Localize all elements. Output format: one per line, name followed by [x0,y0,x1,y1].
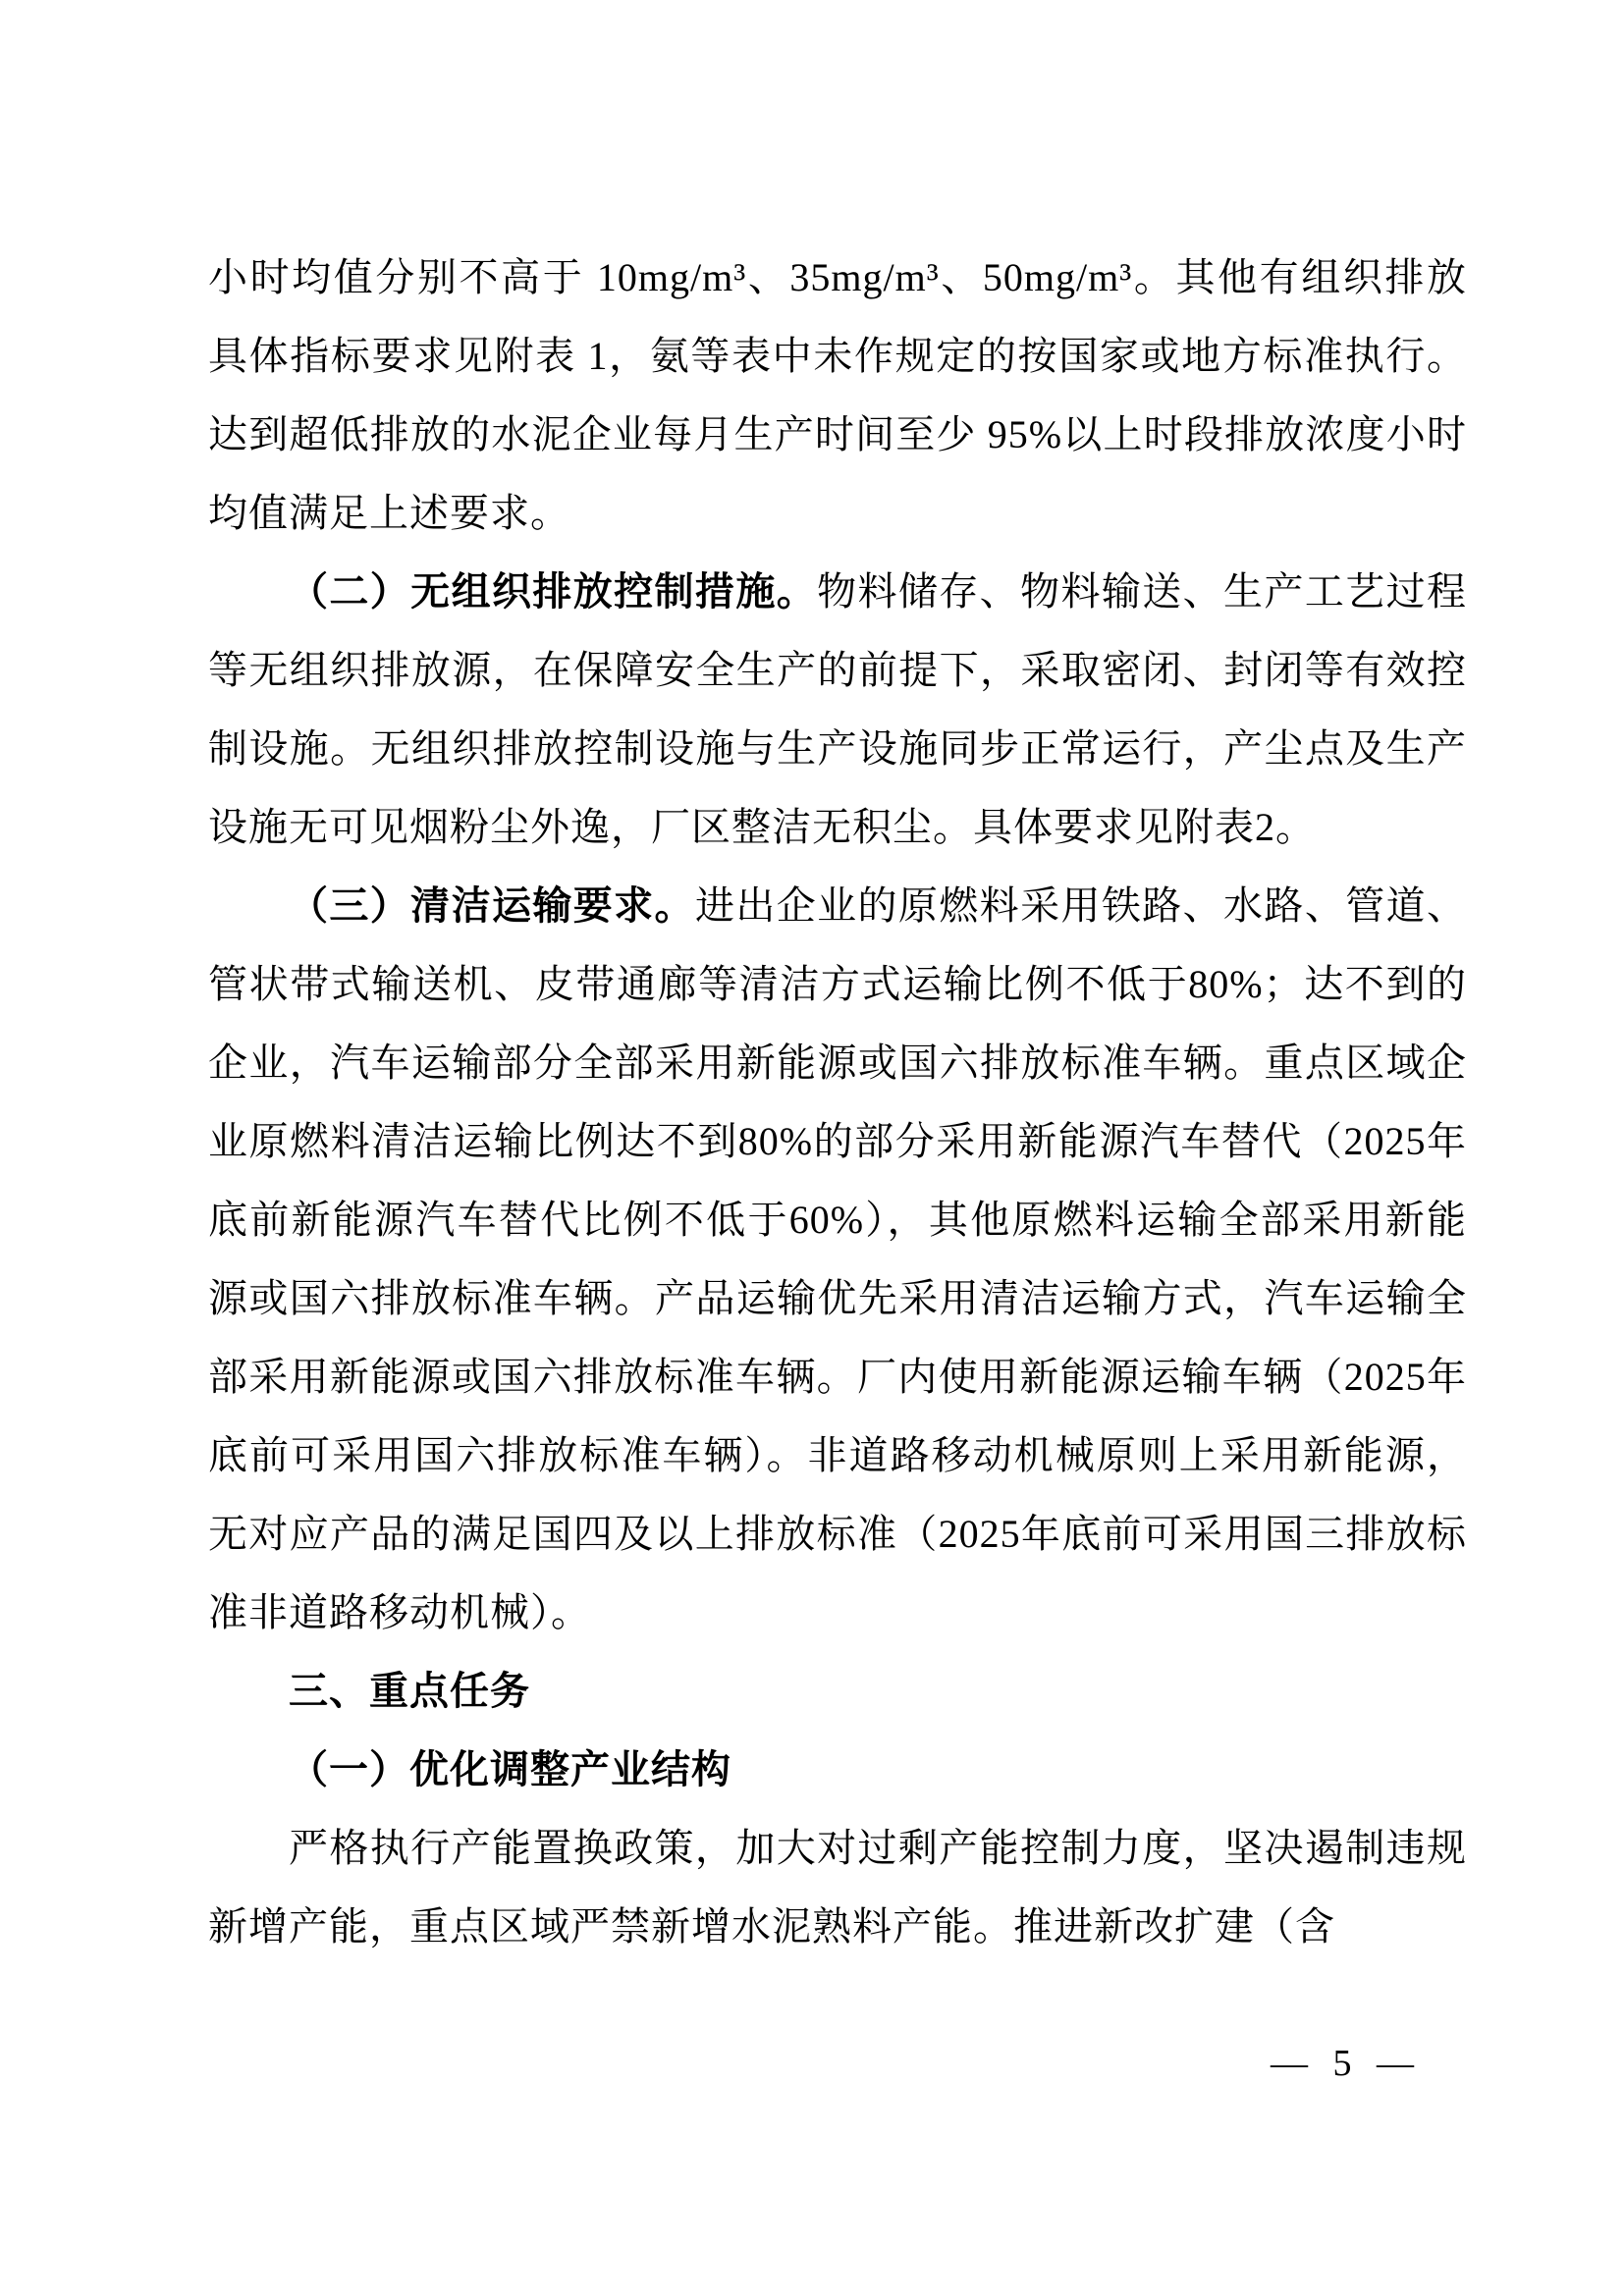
paragraph-emission-limit-values [208,239,1467,553]
document-body [208,239,1467,1966]
paragraph-fugitive-emission-controls [208,553,1467,867]
paragraph-text: 小时均值分别不高于 10mg/m³、35mg/m³、50mg/m³。其他有组织排放具体指标要求见附表 1，氨等表中未作规定的按国家或地方标准执行。达到超低排放的水泥企业每月生产时间至少 95%以上时段排放浓度小时均值满足上述要求。 [208,255,1467,535]
paragraph-lead-label: （三）清洁运输要求。 [289,883,695,928]
paragraph-capacity-replacement-policy [208,1809,1467,1966]
subsection-heading-industrial-structure: （一）优化调整产业结构 [289,1747,731,1791]
paragraph-text: 物料储存、物料输送、生产工艺过程等无组织排放源，在保障安全生产的前提下，采取密闭、封闭等有效控制设施。无组织排放控制设施与生产设施同步正常运行，产尘点及生产设施无可见烟粉尘外逸，厂区整洁无积尘。具体要求见附表2。 [208,569,1468,849]
paragraph-text: 进出企业的原燃料采用铁路、水路、管道、管状带式输送机、皮带通廊等清洁方式运输比例不低于80%；达不到的企业，汽车运输部分全部采用新能源或国六排放标准车辆。重点区域企业原燃料清洁运输比例达不到80%的部分采用新能源汽车替代（2025年底前新能源汽车替代比例不低于60%），其他原燃料运输全部采用新能源或国六排放标准车辆。产品运输优先采用清洁运输方式，汽车运输全部采用新能源或国六排放标准车辆。厂内使用新能源运输车辆（2025年底前可采用国六排放标准车辆）。非道路移动机械原则上采用新能源，无对应产品的满足国四及以上排放标准（2025年底前可采用国三排放标准非道路移动机械）。 [208,883,1468,1634]
paragraph-text: 严格执行产能置换政策，加大对过剩产能控制力度，坚决遏制违规新增产能，重点区域严禁新增水泥熟料产能。推进新改扩建（含 [208,1826,1467,1949]
page-number: — 5 — [1271,2043,1414,2084]
paragraph-lead-label: （二）无组织排放控制措施。 [289,569,818,614]
section-heading-key-tasks: 三、重点任务 [289,1670,530,1713]
paragraph-clean-transport-requirements [208,867,1467,1652]
